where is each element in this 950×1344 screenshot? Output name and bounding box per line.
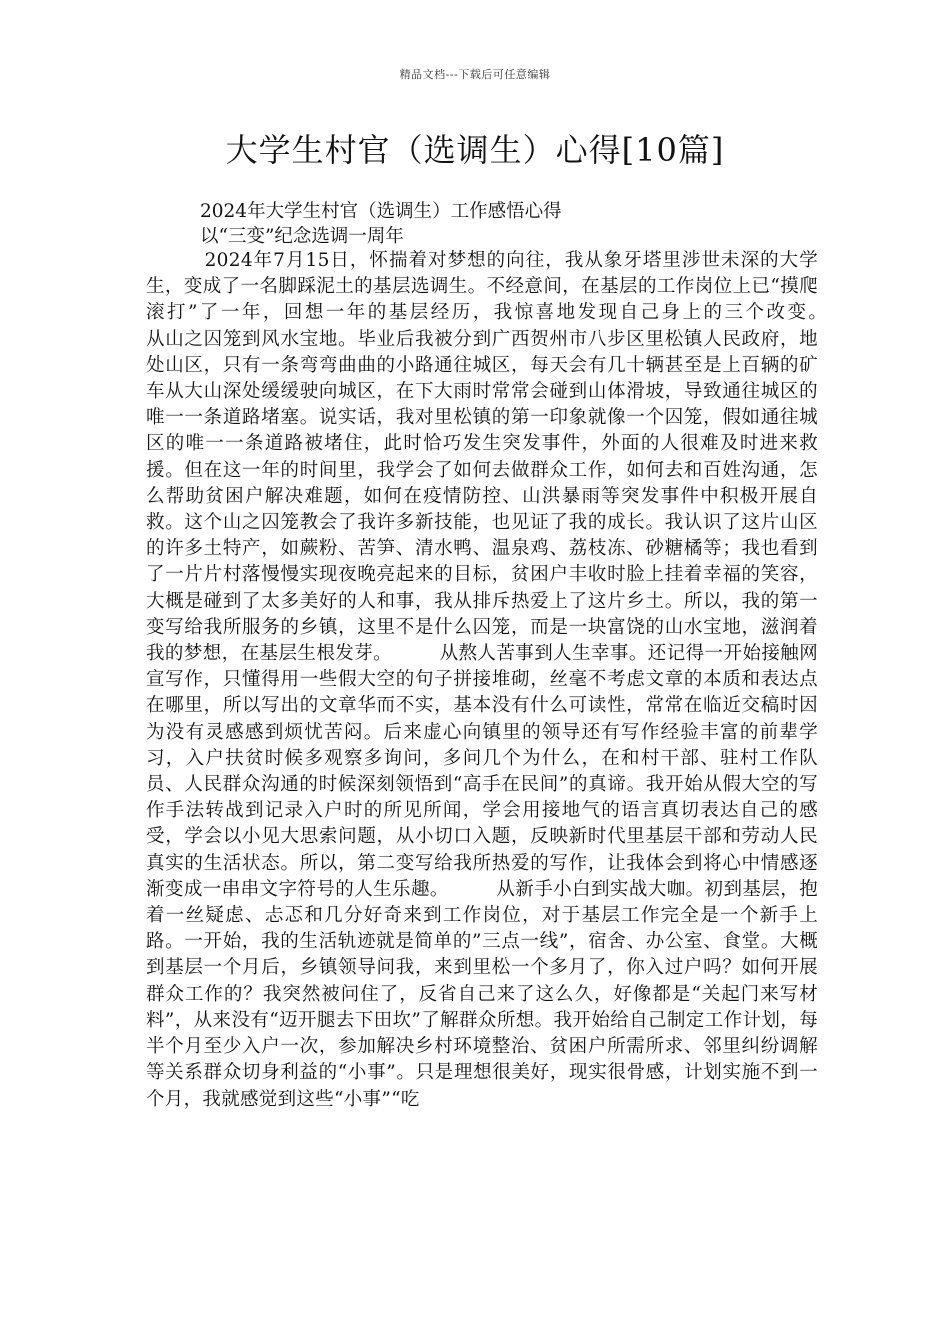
subtitle-line-2: 以“三变”纪念选调一周年 — [200, 226, 404, 247]
page-title: 大学生村官（选调生）心得[10篇] — [225, 131, 725, 169]
subtitle-line-1: 2024年大学生村官（选调生）工作感悟心得 — [200, 201, 562, 222]
body-paragraph: 2024年7月15日，怀揣着对梦想的向往，我从象牙塔里涉世未深的大学生，变成了一名脚踩泥土的基层选调生。不经意间，在基层的工作岗位上已“摸爬滚打”了一年，回想一年的基层经历，我惊喜地发现自己身上的三个改变。 从山之囚笼到风水宝地。毕业后我被分到广西贺州市八步区里松镇人民政府，地处山区，只有一条弯弯曲曲的小路通往城区，每天会有几十辆甚至是上百辆的矿车从大山深处缓缓驶向城区，在下大雨时常常会碰到山体滑坡，导致通往城区的唯一一条道路堵塞。说实话，我对里松镇的第一印象就像一个囚笼，假如通往城区的唯一一条道路被堵住，此时恰巧发生突发事件，外面的人很难及时进来救援。但在这一年的时间里，我学会了如何去做群众工作，如何去和百姓沟通，怎么帮助贫困户解决难题，如何在疫情防控、山洪暴雨等突发事件中积极开展自救。这个山之囚笼教会了我许多新技能，也见证了我的成长。我认识了这片山区的许多土特产，如蕨粉、苦笋、清水鸭、温泉鸡、荔枝冻、砂糖橘等；我也看到了一片片村落慢慢实现夜晚亮起来的目标，贫困户丰收时脸上挂着幸福的笑容，大概是碰到了太多美好的人和事，我从排斥热爱上了这片乡土。所以，我的第一变写给我所服务的乡镇，这里不是什么囚笼，而是一块富饶的山水宝地，滋润着我的梦想，在基层生根发芽。 从熬人苦事到人生幸事。还记得一开始接触网宣写作，只懂得用一些假大空的句子拼接堆砌，丝毫不考虑文章的本质和表达点在哪里，所以写出的文章华而不实，基本没有什么可读性，常常在临近交稿时因为没有灵感感到烦忧苦闷。后来虚心向镇里的领导还有写作经验丰富的前辈学习，入户扶贫时候多观察多询问，多问几个为什么，在和村干部、驻村工作队员、人民群众沟通的时候深刻领悟到“高手在民间”的真谛。我开始从假大空的写作手法转战到记录入户时的所见所闻，学会用接地气的语言真切表达自己的感受，学会以小见大思索问题，从小切口入题，反映新时代里基层干部和劳动人民真实的生活状态。所以，第二变写给我所热爱的写作，让我体会到将心中情感逐渐变成一串串文字符号的人生乐趣。 从新手小白到实战大咖。初到基层，抱着一丝疑虑、忐忑和几分好奇来到工作岗位，对于基层工作完全是一个新手上路。一开始，我的生活轨迹就是简单的”三点一线”，宿舍、办公室、食堂。大概到基层一个月后，乡镇领导问我，来到里松一个多月了，你入过户吗？如何开展群众工作的？我突然被问住了，反省自己来了这么久，好像都是“关起门来写材料”，从来没有“迈开腿去下田坎”了解群众所想。我开始给自己制定工作计划，每半个月至少入户一次，参加解决乡村环境整治、贫困户所需所求、邻里纠纷调解等关系群众切身利益的“小事”。只是理想很美好，现实很骨感，计划实施不到一个月，我就感觉到这些“小事”“吃 — [146, 250, 875, 1110]
header-note: 精品文档---下载后可任意编辑 — [399, 68, 551, 81]
